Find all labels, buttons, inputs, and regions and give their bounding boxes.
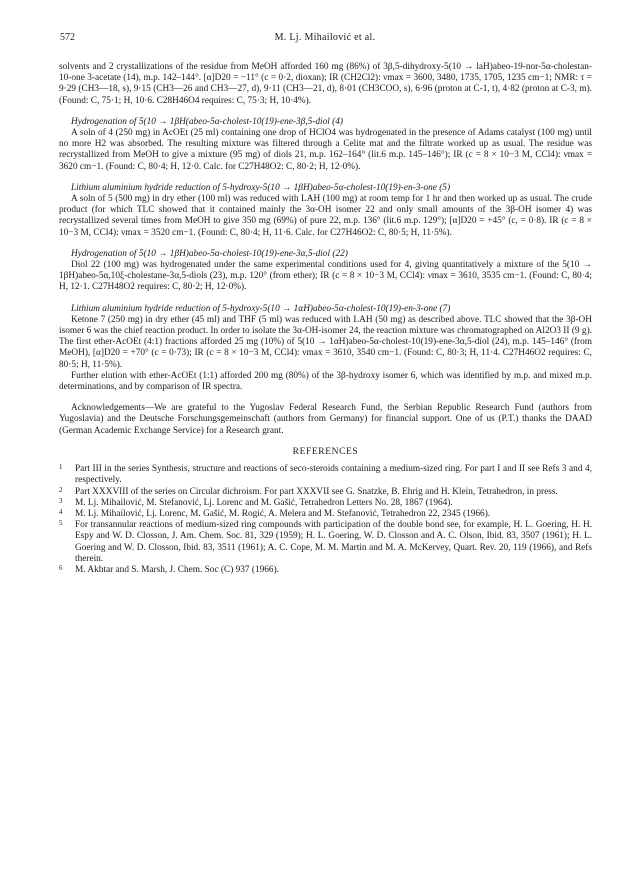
reference-number: 2	[59, 485, 63, 494]
reference-item	[59, 464, 592, 486]
reference-item	[59, 565, 592, 576]
section-heading-hydrogenation-22: Hydrogenation of 5(10 → 1βH)abeo-5α-cholest-10(19)-ene-3α,5-diol (22)	[71, 248, 348, 259]
article-body	[59, 62, 592, 576]
reference-item	[59, 487, 592, 498]
references-list	[59, 464, 592, 576]
paragraph-lah-reduction-7: Ketone 7 (250 mg) in dry ether (45 ml) and THF (5 ml) was reduced with LAH (50 mg) as described above. TLC showed that the 3β-OH isomer 6 was the chief reaction product. In order to isolate the 3α-OH-isomer 24, the reaction mixture was chromatographed on Al2O3 II (9 g). The first ether-AcOEt (4:1) fractions afforded 25 mg (10%) of 5(10 → 1αH)abeo-5α-cholest-10(19)-ene-3α,5-diol (24), m.p. 145–146° (from MeOH), [α]D20 = +70° (c = 0·73); IR (c = 8 × 10−3 M, CCl4): νmax = 3610, 3540 cm−1. (Found: C, 80·3; H, 11·4. C27H46O2 requires: C, 80·5; H, 11·5%).	[59, 314, 592, 370]
section-heading-lah-reduction-5: Lithium aluminium hydride reduction of 5-hydroxy-5(10 → 1βH)abeo-5α-cholest-10(19)-en-3-one (5)	[71, 182, 451, 193]
section-heading-lah-reduction-7: Lithium aluminium hydride reduction of 5-hydroxy-5(10 → 1αH)abeo-5α-cholest-10(19)-en-3-one (7)	[71, 303, 451, 314]
reference-number: 5	[59, 519, 63, 528]
paragraph-lah-reduction-5: A soln of 5 (500 mg) in dry ether (100 ml) was reduced with LAH (100 mg) at room temp for 1 hr and then worked up as usual. The crude product (for which TLC showed that it contained mainly the 3α-OH isomer 22 and only small amounts of the 3β-OH isomer 4) was recrystallized several times from MeOH to give 350 mg (69%) of pure 22, m.p. 136° (lit.6 m.p. 129°); [α]D20 = +45° (c, = 0·8). IR (c = 8 × 10−3 M, CCl4): νmax = 3520 cm−1. (Found: C, 80·4; H, 11·6. Calc. for C27H46O2: C, 80·5; H, 11·5%).	[59, 194, 592, 238]
reference-item	[59, 509, 592, 520]
paragraph-continuation: solvents and 2 crystallizations of the residue from MeOH afforded 160 mg (86%) of 3β,5-dihydroxy-5(10 → laH)abeo-19-nor-5α-cholestan-10-one 3-acetate (14), m.p. 142–144°. [α]D20 = −11° (c = 0·2, dioxan); IR (CH2Cl2): νmax = 3600, 3480, 1735, 1705, 1235 cm−1; NMR: τ = 9·29 (CH3—18, s), 9·15 (CH3—26 and CH3—27, d), 9·11 (CH3—21, d), 8·01 (CH3COO, s), 6·96 (proton at C-1, t), 4·82 (proton at C-3, m). (Found: C, 75·1; H, 10·6. C28H46O4 requires: C, 75·3; H, 10·4%).	[59, 62, 592, 106]
reference-item	[59, 520, 592, 565]
reference-text: M. Akhtar and S. Marsh, J. Chem. Soc (C) 937 (1966).	[75, 564, 280, 575]
reference-number: 6	[59, 563, 63, 572]
references-title: REFERENCES	[292, 446, 359, 457]
paragraph-hydrogenation-22: Diol 22 (100 mg) was hydrogenated under the same experimental conditions used for 4, giving quantitatively a mixture of the 5(10 → 1βH)abeo-5α,10ξ-cholestane-3α,5-diols (23), m.p. 120° (from ether); IR (c = 8 × 10−3 M, CCl4): νmax = 3610, 3535 cm−1. (Found: C, 80·4; H, 12·1. C27H48O2 requires: C, 80·2; H, 12·0%).	[59, 260, 592, 293]
section-heading-hydrogenation-4: Hydrogenation of 5(10 → 1βH(abeo-5α-cholest-10(19)-ene-3β,5-diol (4)	[71, 116, 343, 127]
reference-text: M. Lj. Mihailović, M. Stefanović, Lj. Lorenc and M. Gašić, Tetrahedron Letters No. 28, 1867 (1964).	[75, 497, 453, 508]
reference-number: 1	[59, 463, 63, 472]
paragraph-further-elution: Further elution with ether-AcOEt (1:1) afforded 200 mg (80%) of the 3β-hydroxy isomer 6, which was identified by m.p. and mixed m.p. determinations, and by comparison of IR spectra.	[59, 370, 592, 393]
reference-text: Part XXXVIII of the series on Circular dichroism. For part XXXVII see G. Snatzke, B. Ehrig and H. Klein, Tetrahedron, in press.	[75, 486, 558, 497]
page-number: 572	[60, 32, 75, 43]
paragraph-hydrogenation-4: A soln of 4 (250 mg) in AcOEt (25 ml) containing one drop of HClO4 was hydrogenated in the presence of Adams catalyst (100 mg) until no more H2 was absorbed. The resulting mixture was filtered through a Celite mat and the filtrate worked up as usual. The residue was recrystallized from MeOH to give a mixture (95 mg) of diols 21, m.p. 162–164° (lit.6 m.p. 145–146°); IR (c = 8 × 10−3 M, CCl4): νmax = 3620 cm−1. (Found: C, 80·4; H, 12·0. Calc. for C27H48O2: C, 80·2; H, 12·0%).	[59, 128, 592, 172]
reference-number: 3	[59, 496, 63, 505]
reference-text: For transannular reactions of medium-sized ring compounds with participation of the double bond see, for example, H. L. Goering, H. H. Espy and W. D. Closson, J. Am. Chem. Soc. 81, 329 (1959); H. L. Goering, W. D. Closson and A. C. Olson, Ibid. 83, 3507 (1961); H. L. Goering and W. D. Closson, Ibid. 83, 3511 (1961); A. C. Cope, M. M. Martin and M. A. McKervey, Quart. Rev. 20, 119 (1966), and Refs therein.	[75, 520, 592, 564]
reference-text: Part III in the series Synthesis, structure and reactions of seco-steroids containing a medium-sized ring. For part I and II see Refs 3 and 4, respectively.	[75, 464, 592, 486]
page-header	[60, 32, 590, 46]
reference-number: 4	[59, 507, 63, 516]
acknowledgements: Acknowledgements—We are grateful to the Yugoslav Federal Research Fund, the Serbian Republic Research Fund (authors from Yugoslavia) and the Deutsche Forschungsgemeinschaft (authors from Germany) for financial support. One of us (P.T.) thanks the DAAD (German Academic Exchange Service) for a Research grant.	[59, 403, 592, 436]
reference-text: M. Lj. Mihailović, Lj. Lorenc, M. Gašić, M. Rogić, A. Melera and M. Stefanović, Tetrahedron 22, 2345 (1966).	[75, 508, 491, 519]
reference-item	[59, 498, 592, 509]
running-head: M. Lj. Mihailović et al.	[274, 32, 376, 43]
